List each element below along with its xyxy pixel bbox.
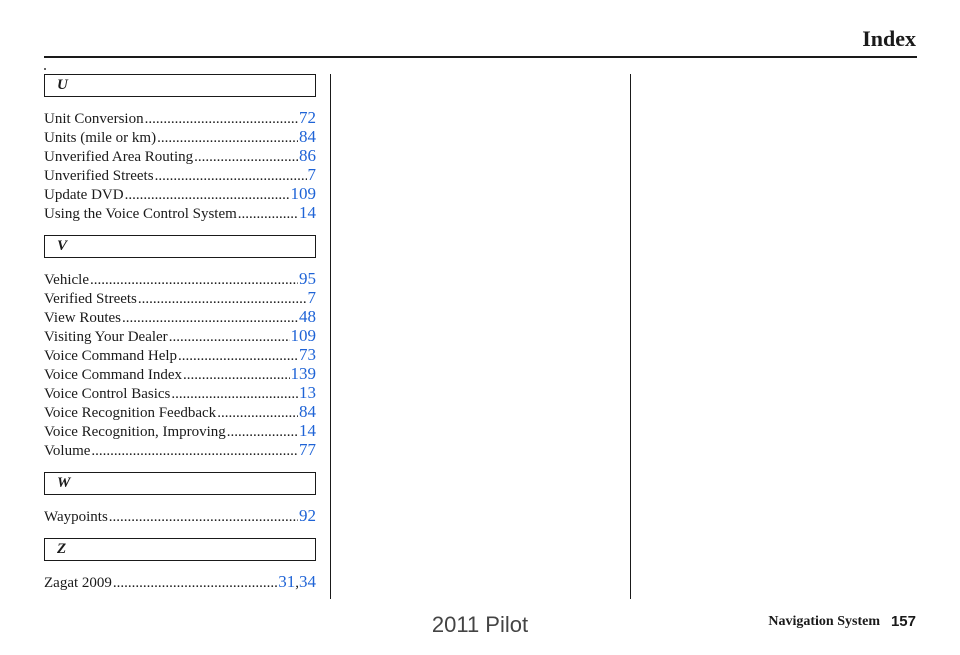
footer-page-number: 157	[890, 613, 916, 630]
entry-label: Voice Command Help	[44, 348, 178, 364]
watermark: 2011 Pilot	[431, 612, 529, 637]
dot-leader	[122, 310, 298, 327]
page-link[interactable]: 109	[290, 326, 316, 345]
entry-label: Zagat 2009	[44, 575, 112, 591]
page-link[interactable]: 31	[278, 572, 296, 591]
index-entry	[44, 307, 316, 326]
section-header-u: U	[44, 74, 316, 97]
dot-leader	[109, 509, 298, 526]
section-header-z: Z	[44, 538, 316, 561]
page-link[interactable]: 109	[290, 184, 316, 203]
page-link[interactable]: 48	[299, 307, 316, 326]
entry-label: View Routes	[44, 310, 122, 326]
page-link[interactable]: 72	[299, 108, 316, 127]
entry-label: Voice Control Basics	[44, 386, 171, 402]
page-title: Index	[862, 26, 916, 51]
column-divider-right	[630, 74, 631, 599]
dot-leader	[157, 130, 298, 147]
index-entry	[44, 108, 316, 127]
index-entry	[44, 146, 316, 165]
dot-leader	[194, 149, 298, 166]
dot-leader	[227, 424, 298, 441]
page-link[interactable]: 86	[299, 146, 316, 165]
index-column	[44, 74, 316, 591]
page-link[interactable]: 77	[299, 440, 316, 459]
index-entry	[44, 364, 316, 383]
dot-leader	[183, 367, 289, 384]
dot-leader	[171, 386, 298, 403]
dot-leader	[169, 329, 290, 346]
entry-label: Vehicle	[44, 272, 89, 288]
index-entry	[44, 127, 316, 146]
index-entry	[44, 506, 316, 525]
entry-label: Voice Command Index	[44, 367, 183, 383]
index-section-u	[44, 74, 316, 222]
index-entry	[44, 402, 316, 421]
entry-label: Voice Recognition Feedback	[44, 405, 217, 421]
index-entry	[44, 440, 316, 459]
index-entry	[44, 269, 316, 288]
entry-label: Visiting Your Dealer	[44, 329, 168, 345]
page-link[interactable]: 73	[299, 345, 316, 364]
page-link[interactable]: 7	[307, 165, 316, 184]
page-link[interactable]: 92	[299, 506, 316, 525]
dot-leader	[217, 405, 298, 422]
dot-leader	[145, 111, 298, 128]
entry-label: Unverified Streets	[44, 168, 154, 184]
dot-leader	[138, 291, 307, 308]
page-link[interactable]: 14	[299, 203, 316, 222]
entry-label: Units (mile or km)	[44, 130, 157, 146]
section-header-v: V	[44, 235, 316, 258]
index-entry	[44, 383, 316, 402]
index-section-w	[44, 472, 316, 525]
entry-label: Voice Recognition, Improving	[44, 424, 226, 440]
margin-mark	[44, 68, 46, 70]
page-link[interactable]: 7	[307, 288, 316, 307]
index-entry	[44, 345, 316, 364]
page-separator: ,	[295, 575, 299, 591]
index-entry	[44, 421, 316, 440]
index-entry	[44, 184, 316, 203]
entry-label: Volume	[44, 443, 91, 459]
page-link[interactable]: 139	[290, 364, 316, 383]
dot-leader	[178, 348, 298, 365]
page-link[interactable]: 14	[299, 421, 316, 440]
index-entry	[44, 288, 316, 307]
entry-label: Using the Voice Control System	[44, 206, 237, 222]
index-section-z	[44, 538, 316, 591]
entry-label: Verified Streets	[44, 291, 137, 307]
entry-label: Unit Conversion	[44, 111, 144, 127]
index-entry	[44, 165, 316, 184]
title-rule	[44, 56, 917, 58]
section-header-w: W	[44, 472, 316, 495]
page-link[interactable]: 84	[299, 127, 316, 146]
page-link[interactable]: 95	[299, 269, 316, 288]
dot-leader	[91, 443, 298, 460]
index-entry	[44, 203, 316, 222]
entry-label: Unverified Area Routing	[44, 149, 194, 165]
dot-leader	[238, 206, 298, 223]
index-entry	[44, 326, 316, 345]
page-link[interactable]: 13	[299, 383, 316, 402]
footer-label: Navigation System	[768, 614, 880, 629]
dot-leader	[113, 575, 277, 592]
dot-leader	[90, 272, 298, 289]
page-link[interactable]: 84	[299, 402, 316, 421]
entry-label: Update DVD	[44, 187, 124, 203]
entry-label: Waypoints	[44, 509, 108, 525]
dot-leader	[155, 168, 307, 185]
index-entry	[44, 572, 316, 591]
page-link[interactable]: 34	[299, 572, 316, 591]
dot-leader	[125, 187, 290, 204]
index-section-v	[44, 235, 316, 459]
column-divider-left	[330, 74, 331, 599]
